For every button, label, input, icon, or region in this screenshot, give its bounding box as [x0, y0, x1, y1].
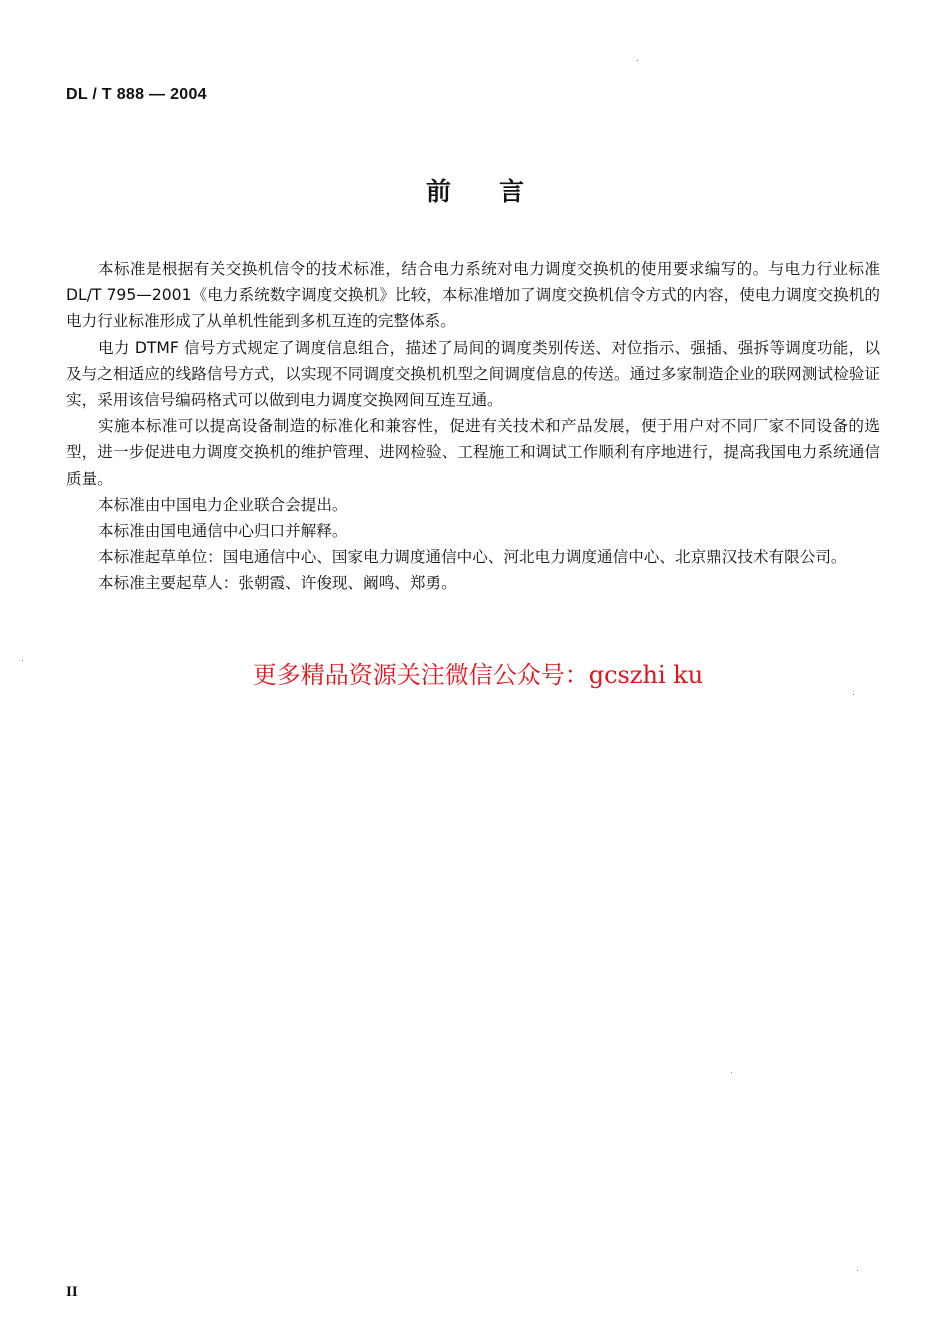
paragraph-5: 本标准由国电通信中心归口并解释。	[98, 522, 348, 541]
paragraph-1: 本标准是根据有关交换机信令的技术标准，结合电力系统对电力调度交换机的使用要求编写的。与电力行业标准 DL/T 795—2001《电力系统数字调度交换机》比较，本标准增加了调度交换机信令方式的内容，使电力调度交换机的电力行业标准形成了从单机性能到多机互连的完整体系。	[66, 260, 880, 331]
standard-code: DL / T 888 — 2004	[66, 86, 207, 103]
paragraph-6: 本标准起草单位：国电通信中心、国家电力调度通信中心、河北电力调度通信中心、北京鼎汉技术有限公司。	[98, 548, 847, 567]
scan-speck	[857, 1270, 858, 1271]
scan-speck	[731, 1072, 732, 1073]
scan-speck	[22, 660, 23, 661]
scan-speck	[853, 694, 854, 695]
paragraph-3: 实施本标准可以提高设备制造的标准化和兼容性，促进有关技术和产品发展，便于用户对不同厂家不同设备的选型，进一步促进电力调度交换机的维护管理、进网检验、工程施工和调试工作顺利有序地进行，提高我国电力系统通信质量。	[66, 417, 880, 488]
page-number: II	[66, 1284, 78, 1300]
paragraph-2: 电力 DTMF 信号方式规定了调度信息组合，描述了局间的调度类别传送、对位指示、强插、强拆等调度功能，以及与之相适应的线路信号方式，以实现不同调度交换机机型之间调度信息的传送。通过多家制造企业的联网测试检验证实，采用该信号编码格式可以做到电力调度交换网间互连互通。	[66, 338, 880, 410]
section-title: 前言	[425, 177, 572, 206]
promo-text: 更多精品资源关注微信公众号：gcszhi ku	[252, 661, 704, 689]
paragraph-4: 本标准由中国电力企业联合会提出。	[98, 495, 348, 514]
scan-speck	[637, 60, 638, 61]
paragraph-7: 本标准主要起草人：张朝霞、许俊现、阚鸣、郑勇。	[98, 574, 457, 593]
preface-body	[66, 256, 880, 597]
